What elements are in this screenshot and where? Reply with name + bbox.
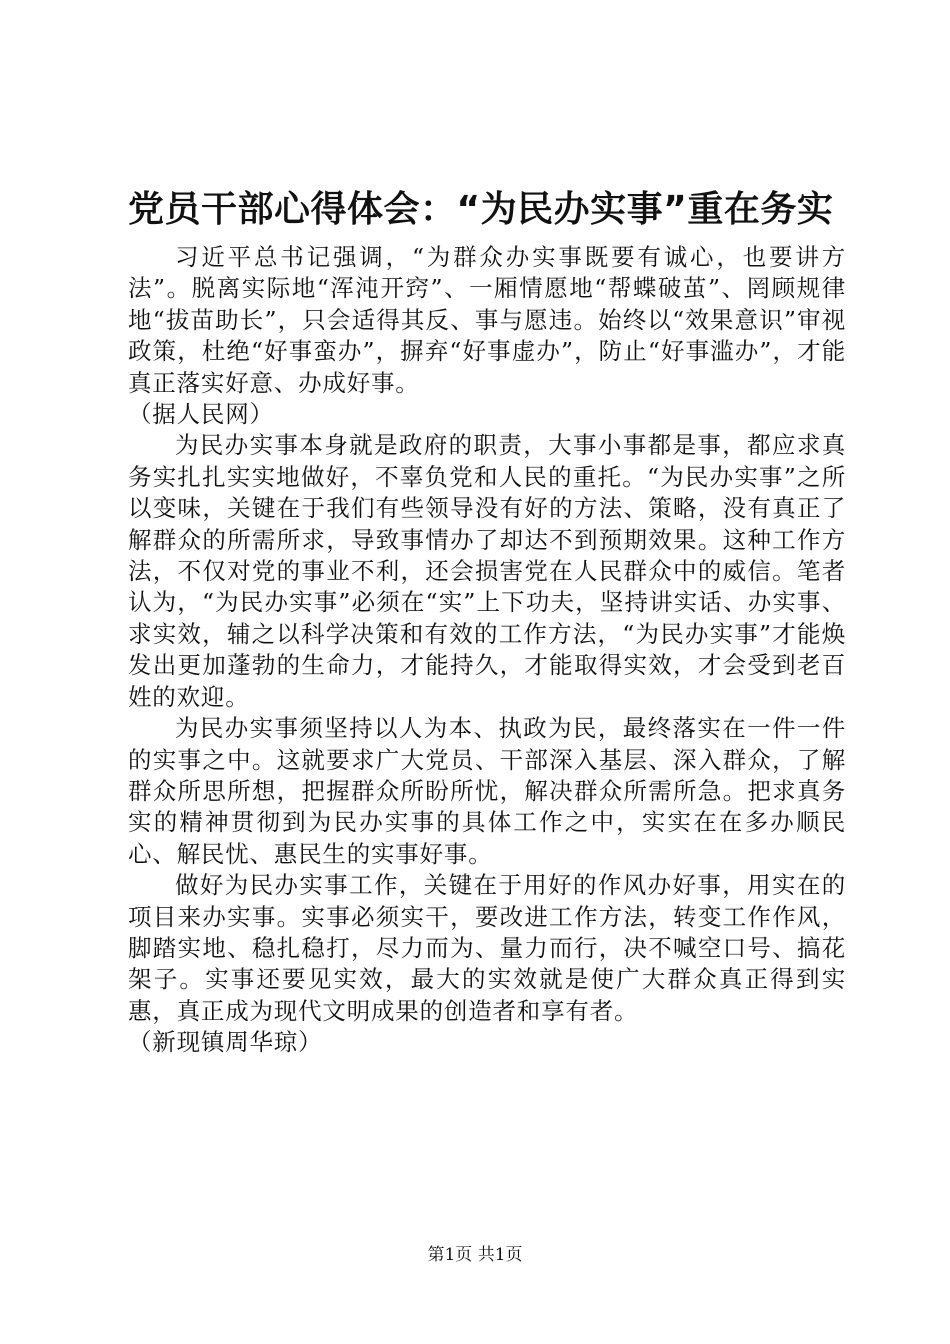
paragraph-2: 为民办实事本身就是政府的职责，大事小事都是事，都应求真务实扎扎实实地做好，不辜负党和人民的重托。“为民办实事”之所以变味，关键在于我们有些领导没有好的方法、策略，没有真正了解群众的所需所求，导致事情办了却达不到预期效果。这种工作方法，不仅对党的事业不利，还会损害党在人民群众中的威信。笔者认为，“为民办实事”必须在“实”上下功夫，坚持讲实话、办实事、求实效，辅之以科学决策和有效的工作方法，“为民办实事”才能焕发出更加蓬勃的生命力，才能持久，才能取得实效，才会受到老百姓的欢迎。 [128, 431, 846, 711]
source-attribution-1: （据人民网） [128, 400, 274, 429]
paragraph-3: 为民办实事须坚持以人为本、执政为民，最终落实在一件一件的实事之中。这就要求广大党员、干部深入基层、深入群众，了解群众所思所想，把握群众所盼所忧，解决群众所需所急。把求真务实的精神贯彻到为民办实事的具体工作之中，实实在在多办顺民心、解民忧、惠民生的实事好事。 [128, 714, 846, 868]
paragraph-4: 做好为民办实事工作，关键在于用好的作风办好事，用实在的项目来办实事。实事必须实干，要改进工作方法，转变工作作风，脚踏实地、稳扎稳打，尽力而为、量力而行，决不喊空口号、搞花架子。实事还要见实效，最大的实效就是使广大群众真正得到实惠，真正成为现代文明成果的创造者和享有者。 [128, 871, 846, 1025]
paragraph-1: 习近平总书记强调，“为群众办实事既要有诚心，也要讲方法”。脱离实际地“浑沌开窍”、一厢情愿地“帮蝶破茧”、罔顾规律地“拔苗助长”，只会适得其反、事与愿违。始终以“效果意识”审视政策，杜绝“好事蛮办”，摒弃“好事虚办”，防止“好事滥办”，才能真正落实好意、办成好事。 [128, 243, 846, 397]
document-body [128, 242, 846, 1059]
document-title: 党员干部心得体会：“为民办实事”重在务实 [128, 189, 834, 230]
page-number-footer: 第1页 共1页 [427, 1245, 523, 1265]
source-attribution-2: （新现镇周华琼） [128, 1028, 323, 1057]
